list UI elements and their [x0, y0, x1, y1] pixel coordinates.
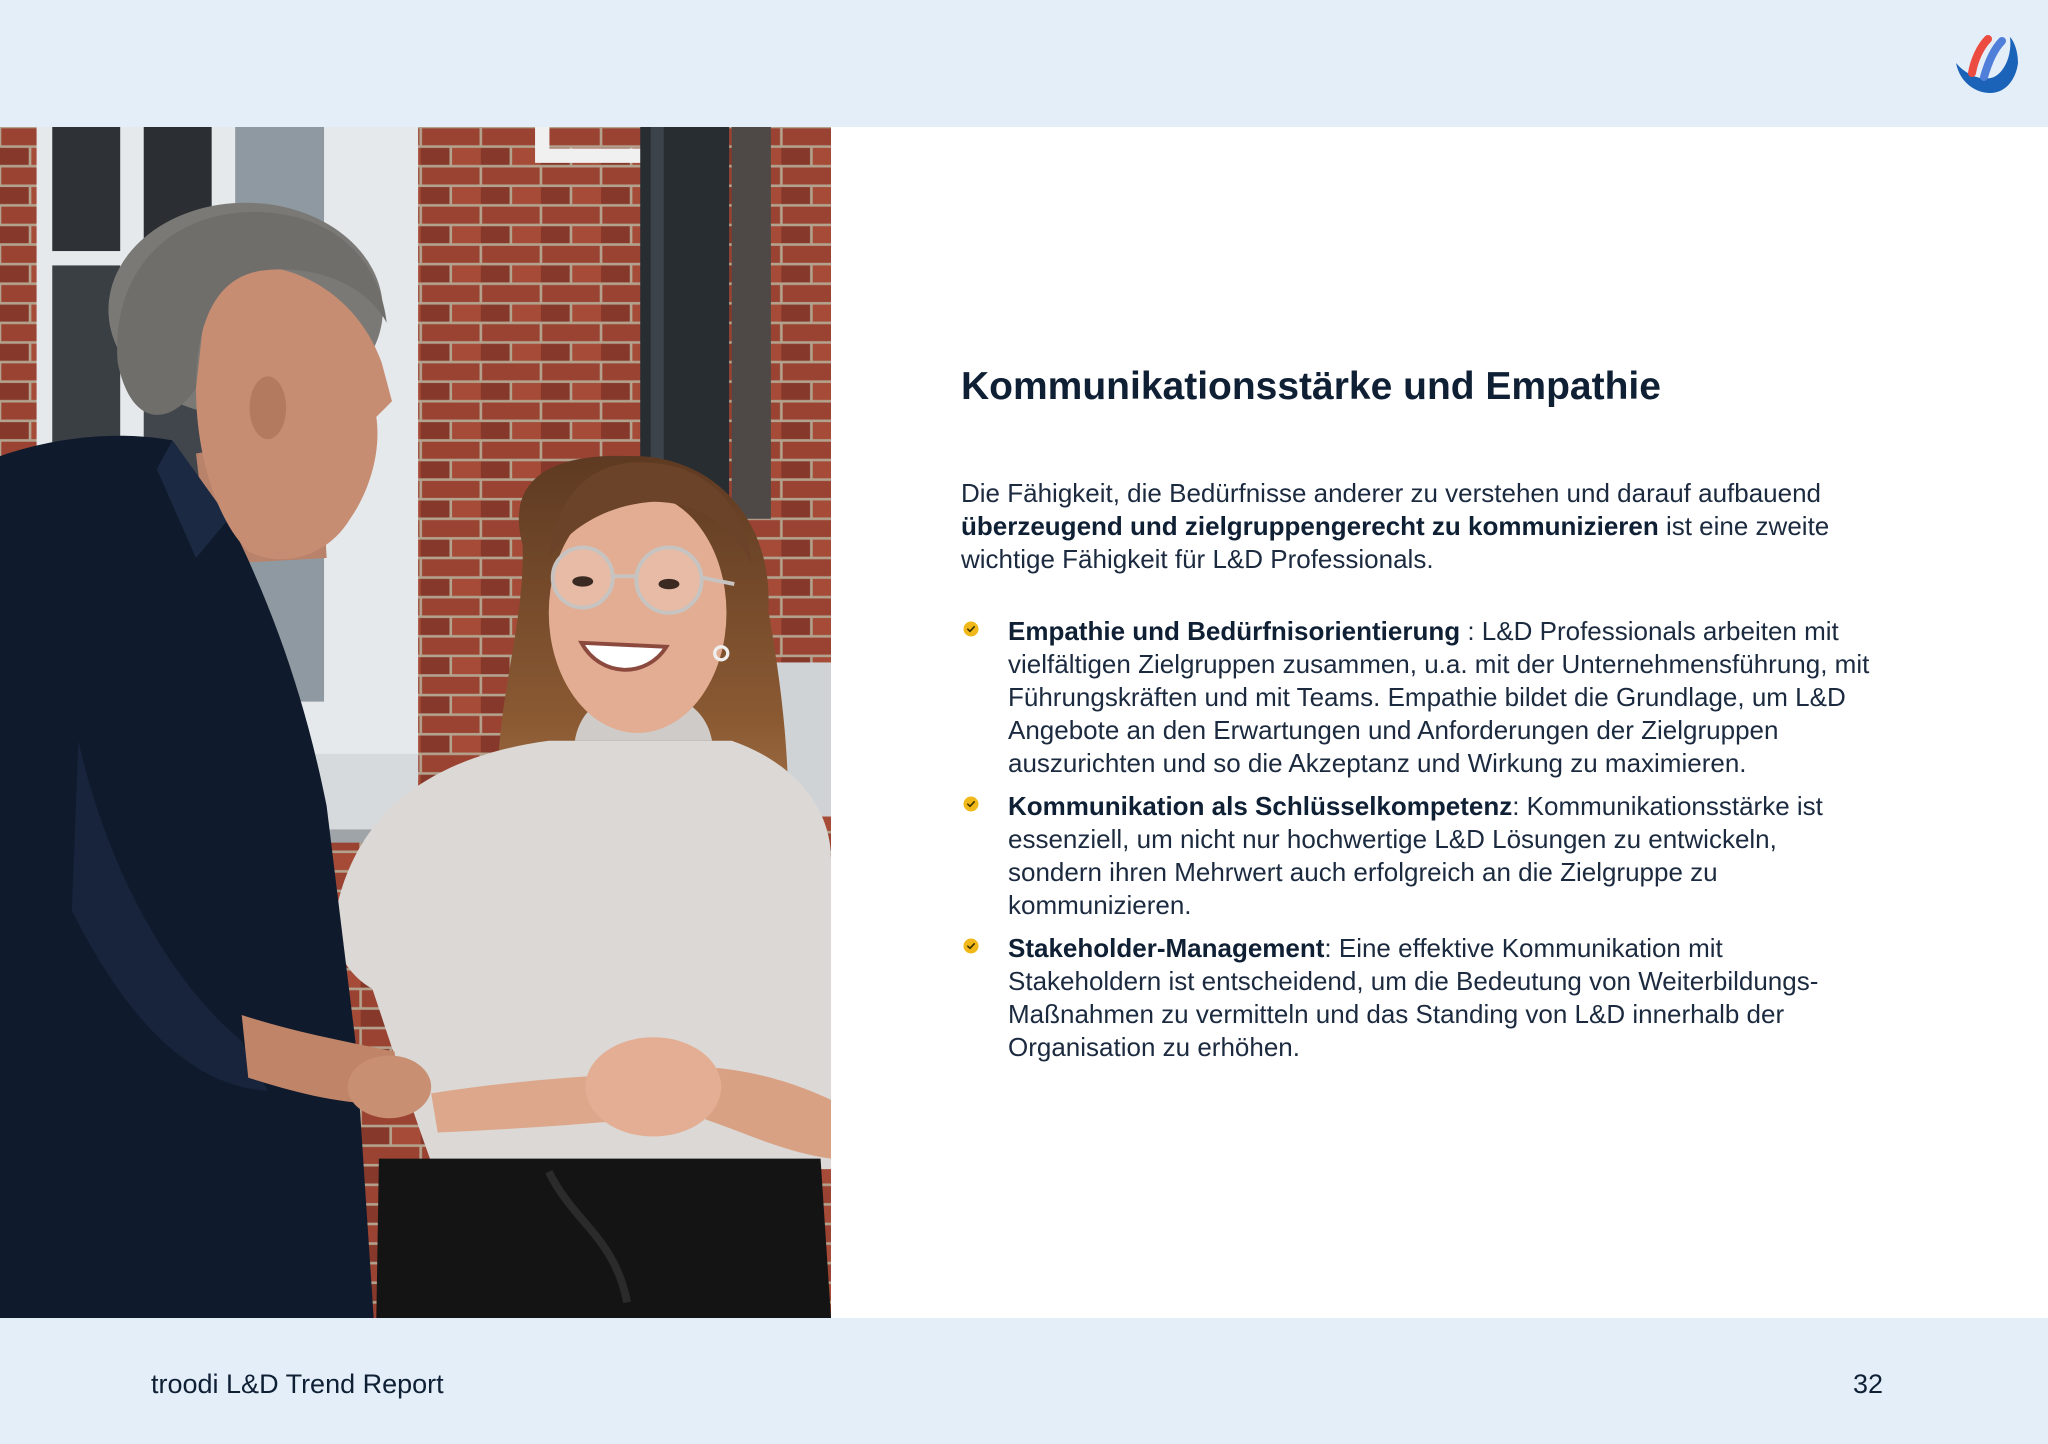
- check-circle-icon: [963, 796, 979, 812]
- list-item: [961, 932, 1876, 1064]
- intro-paragraph: [961, 477, 1876, 576]
- bullet-title: Kommunikation als Schlüsselkompetenz: [1008, 791, 1513, 821]
- troodi-logo: [1954, 33, 2020, 95]
- footer-report-title: troodi L&D Trend Report: [151, 1369, 444, 1399]
- bullet-title: Stakeholder-Management: [1008, 933, 1325, 963]
- list-item: [961, 615, 1876, 780]
- list-item: [961, 790, 1876, 922]
- intro-text-end: ist eine zweite wichtige Fähigkeit für L&D Professionals.: [961, 511, 1830, 574]
- bullet-text: : Kommunikationsstärke ist essenziell, um nicht nur hochwertige L&D Lösungen zu entwickeln, sondern ihren Mehrwert auch erfolgreich an die Zielgruppe zu kommunizieren.: [1008, 791, 1823, 920]
- bullet-title: Empathie und Bedürfnisorientierung: [1008, 616, 1461, 646]
- header-band: [0, 0, 2048, 127]
- page-number: 32: [1852, 1369, 1883, 1399]
- page-title: Kommunikationsstärke und Empathie: [961, 365, 1661, 408]
- photo-colleagues-conversation: [0, 127, 831, 1318]
- check-circle-icon: [963, 621, 979, 637]
- bullet-text: : L&D Professionals arbeiten mit vielfältigen Zielgruppen zusammen, u.a. mit der Unternehmensführung, mit Führungskräften und mit Teams. Empathie bildet die Grundlage, um L&D Angebote an den Erwartungen und Anforderungen der Zielgruppen auszurichten und so die Akzeptanz und Wirkung zu maximieren.: [1008, 616, 1870, 778]
- intro-emphasis: überzeugend und zielgruppengerecht zu kommunizieren: [961, 511, 1659, 541]
- main-content: [961, 363, 1876, 1074]
- bullet-text: : Eine effektive Kommunikation mit Stakeholdern ist entscheidend, um die Bedeutung von Weiterbildungs-Maßnahmen zu vermitteln und das Standing von L&D innerhalb der Organisation zu erhöhen.: [1008, 933, 1819, 1062]
- bullet-list: [961, 615, 1876, 1064]
- intro-text: Die Fähigkeit, die Bedürfnisse anderer zu verstehen und darauf aufbauend: [961, 478, 1822, 508]
- check-circle-icon: [963, 938, 979, 954]
